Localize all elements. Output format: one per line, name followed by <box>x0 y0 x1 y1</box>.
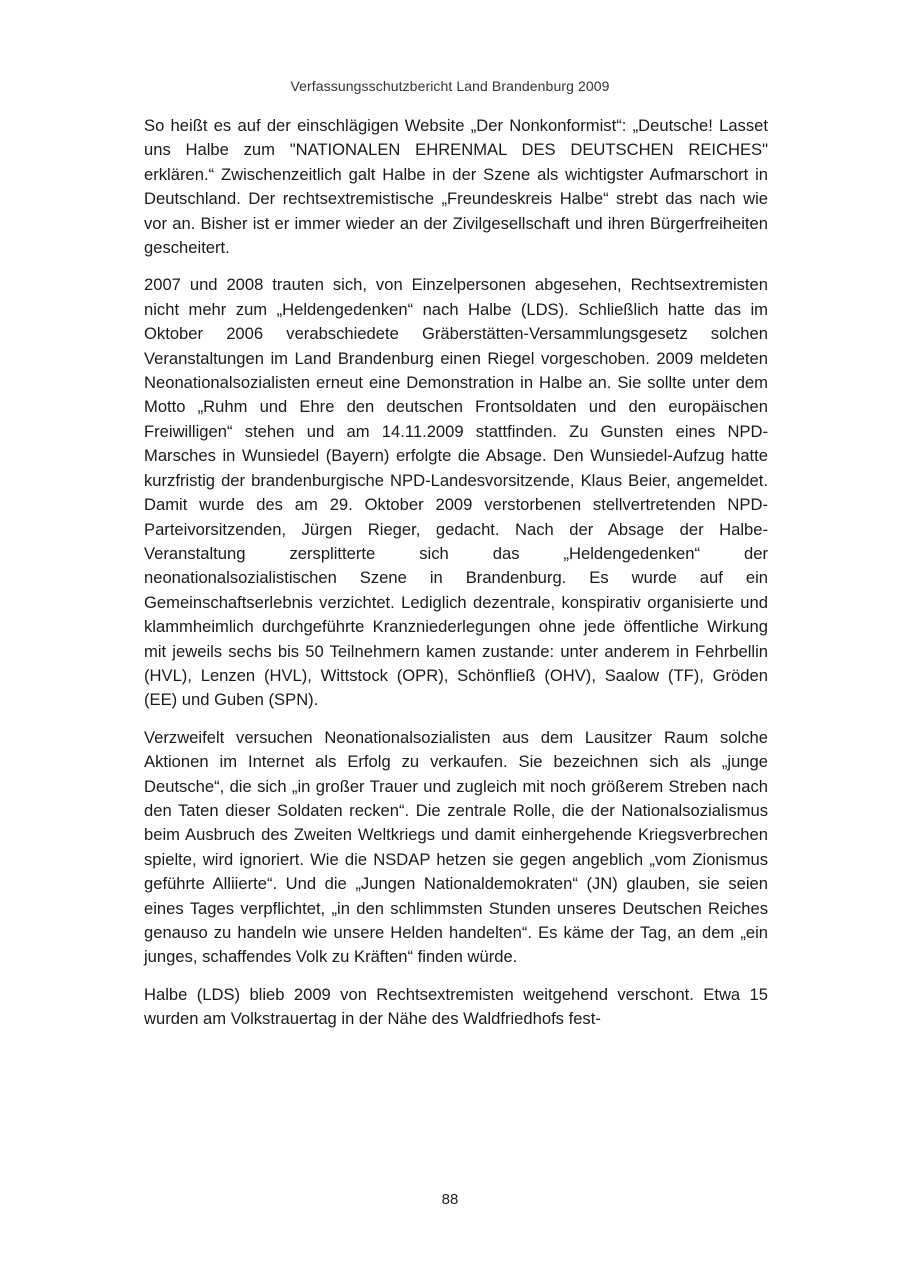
paragraph: So heißt es auf der einschlägigen Website „Der Nonkonformist“: „Deutsche! Lasset uns Halbe zum "NATIONALEN EHRENMAL DES DEUTSCHEN REICHES" erklären.“ Zwischenzeitlich galt Halbe in der Szene als wichtigster Aufmarschort in Deutschland. Der rechtsextremistische „Freundeskreis Halbe“ strebt das nach wie vor an. Bisher ist er immer wieder an der Zivilgesellschaft und ihren Bürgerfreiheiten gescheitert. <box>144 116 768 258</box>
body-text <box>144 114 768 1045</box>
running-header: Verfassungsschutzbericht Land Brandenburg 2009 <box>290 78 610 94</box>
paragraph: Halbe (LDS) blieb 2009 von Rechtsextremisten weitgehend verschont. Etwa 15 wurden am Volkstrauertag in der Nähe des Waldfriedhofs fest- <box>144 984 768 1029</box>
paragraph: 2007 und 2008 trauten sich, von Einzelpersonen abgesehen, Rechtsextremisten nicht mehr zum „Heldengedenken“ nach Halbe (LDS). Schließlich hatte das im Oktober 2006 verabschiedete Gräberstätten-Versammlungsgesetz solchen Veranstaltungen im Land Brandenburg einen Riegel vorgeschoben. 2009 meldeten Neonationalsozialisten erneut eine Demonstration in Halbe an. Sie sollte unter dem Motto „Ruhm und Ehre den deutschen Frontsoldaten und den europäischen Freiwilligen“ stehen und am 14.11.2009 stattfinden. Zu Gunsten eines NPD-Marsches in Wunsiedel (Bayern) erfolgte die Absage. Den Wunsiedel-Aufzug hatte kurzfristig der brandenburgische NPD-Landesvorsitzende, Klaus Beier, angemeldet. Damit wurde des am 29. Oktober 2009 verstorbenen stellvertretenden NPD-Parteivorsitzenden, Jürgen Rieger, gedacht. Nach der Absage der Halbe-Veranstaltung zersplitterte sich das „Heldengedenken“ der neonationalsozialistischen Szene in Brandenburg. Es wurde auf ein Gemeinschaftserlebnis verzichtet. Lediglich dezentrale, konspirativ organisierte und klammheimlich durchgeführte Kranzniederlegungen ohne jede öffentliche Wirkung mit jeweils sechs bis 50 Teilnehmern kamen zustande: unter anderem in Fehrbellin (HVL), Lenzen (HVL), Wittstock (OPR), Schönfließ (OHV), Saalow (TF), Gröden (EE) und Guben (SPN). <box>144 275 768 710</box>
page-number: 88 <box>441 1191 459 1208</box>
paragraph: Verzweifelt versuchen Neonationalsozialisten aus dem Lausitzer Raum solche Aktionen im Internet als Erfolg zu verkaufen. Sie bezeichnen sich als „junge Deutsche“, die sich „in großer Trauer und zugleich mit noch größerem Streben nach den Taten dieser Soldaten recken“. Die zentrale Rolle, die der Nationalsozialismus beim Ausbruch des Zweiten Weltkriegs und damit einhergehende Kriegsverbrechen spielte, wird ignoriert. Wie die NSDAP hetzen sie gegen angeblich „vom Zionismus geführte Alliierte“. Und die „Jungen Nationaldemokraten“ (JN) glauben, sie seien eines Tages verpflichtet, „in den schlimmsten Stunden unseres Deutschen Reiches genauso zu handeln wie unsere Helden handelten“. Es käme der Tag, an dem „ein junges, schaffendes Volk zu Kräften“ finden würde. <box>144 727 768 967</box>
